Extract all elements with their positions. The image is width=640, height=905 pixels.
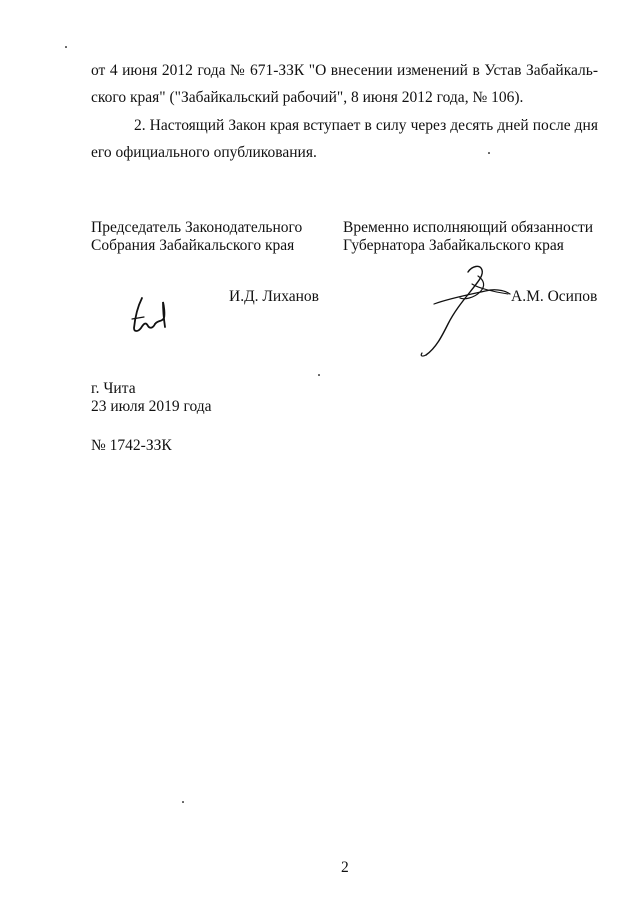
- page-number: 2: [341, 859, 349, 876]
- right-signatory-title-line-2: Губернатора Забайкальского края: [343, 237, 564, 254]
- left-signatory-name: И.Д. Лиханов: [229, 288, 319, 305]
- scan-speck: [488, 152, 490, 154]
- paragraph-2-line-1: 2. Настоящий Закон края вступает в силу через десять дней после дня: [134, 117, 598, 134]
- paragraph-2-line-2: его официального опубликования.: [91, 144, 317, 161]
- right-signatory-title-line-1: Временно исполняющий обязанности: [343, 219, 594, 236]
- date-line: 23 июля 2019 года: [91, 398, 212, 415]
- paragraph-1-line-2: ского края" ("Забайкальский рабочий", 8 июня 2012 года, № 106).: [91, 89, 524, 106]
- scan-speck: [65, 46, 67, 48]
- paragraph-1-line-1: от 4 июня 2012 года № 671-ЗЗК "О внесении изменений в Устав Забайкаль-: [91, 62, 598, 79]
- law-number: № 1742-ЗЗК: [91, 437, 172, 454]
- place-line: г. Чита: [91, 380, 136, 397]
- left-signatory-title-line-1: Председатель Законодательного: [91, 219, 303, 236]
- left-signatory-title-line-2: Собрания Забайкальского края: [91, 237, 295, 254]
- right-signature-mark: [414, 258, 514, 360]
- scan-speck: [318, 374, 320, 376]
- right-signatory-name: А.М. Осипов: [511, 288, 598, 305]
- scan-speck: [182, 801, 184, 803]
- left-signature-mark: [120, 288, 180, 336]
